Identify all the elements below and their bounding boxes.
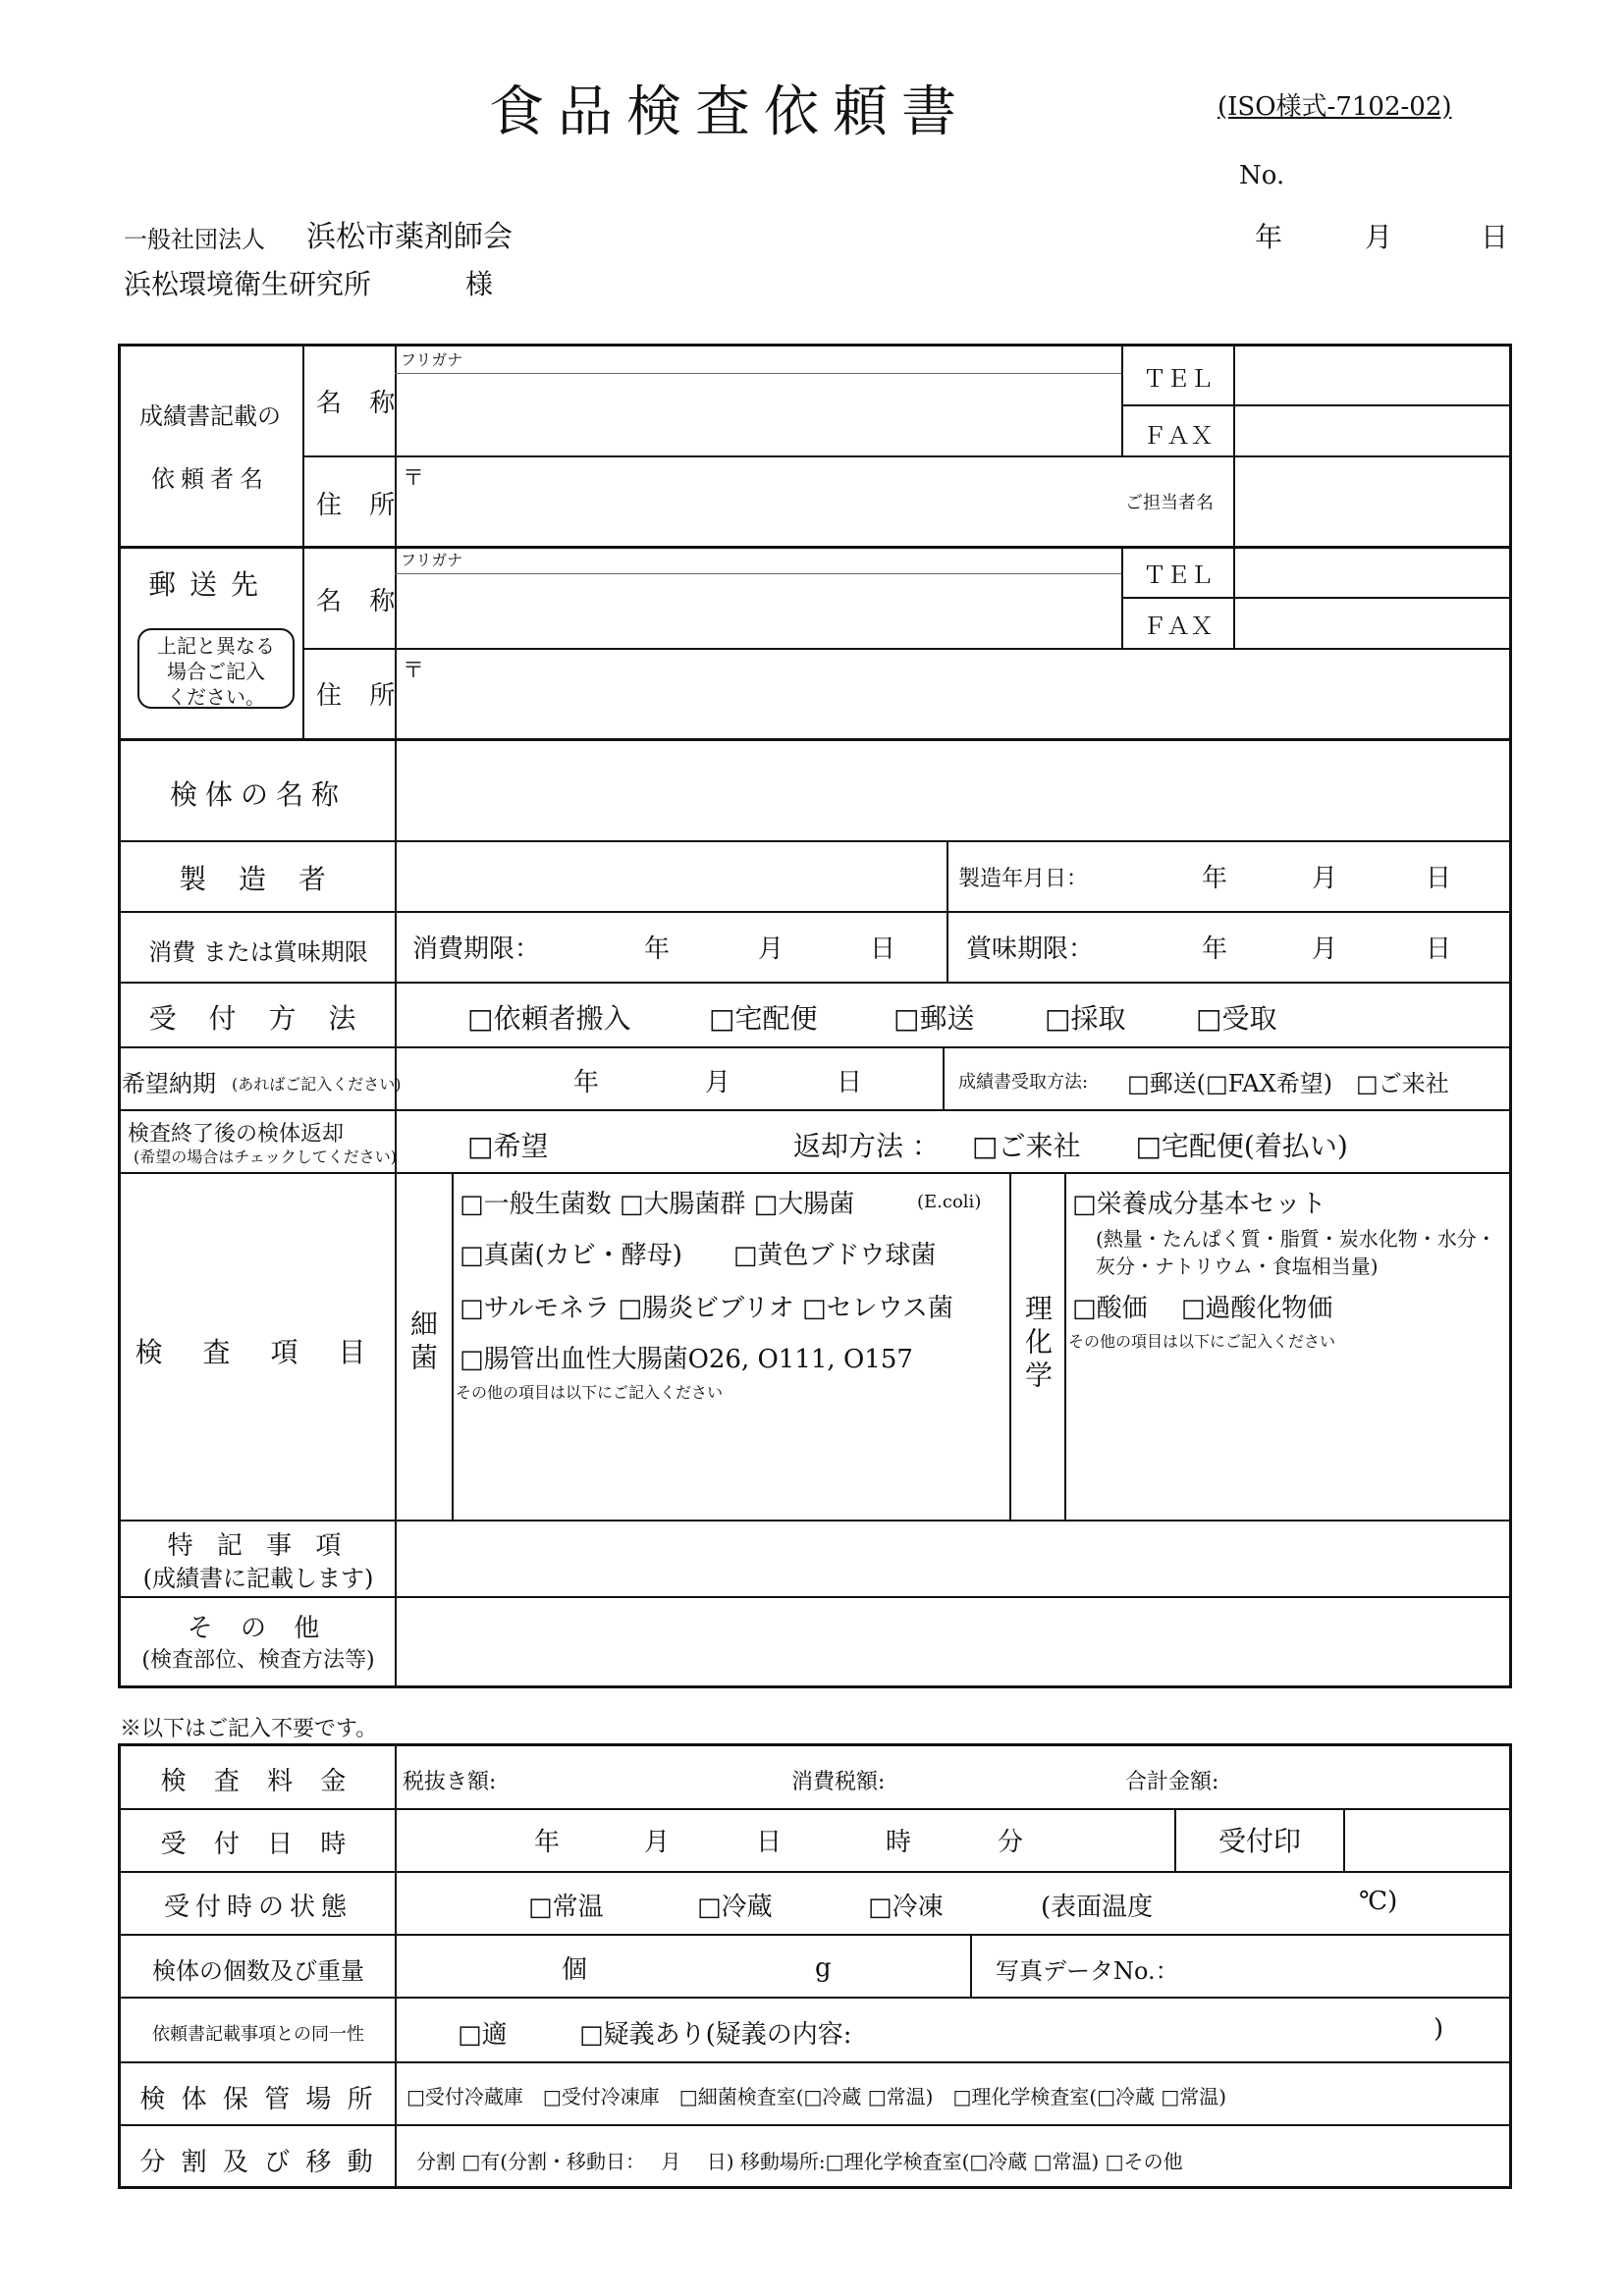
delivery-label: 希望納期: [122, 1070, 216, 1097]
return-method-label: 返却方法 ：: [793, 1130, 940, 1162]
chemistry-other-field[interactable]: [1068, 1353, 1508, 1516]
mailing-section-label: 郵送先: [147, 568, 272, 601]
received-year-label: 年: [534, 1828, 561, 1857]
condition-label: 受付時の状態: [163, 1893, 352, 1922]
requester-furigana-label: フリガナ: [401, 350, 463, 369]
mailing-furigana-label: フリガナ: [401, 551, 463, 569]
mfg-month-label: 月: [1312, 864, 1338, 893]
count-weight-label: 検体の個数及び重量: [152, 1957, 364, 1985]
mailing-postal-mark: 〒: [403, 659, 425, 683]
mailing-note-3: ください。: [167, 685, 265, 709]
count-unit: 個: [562, 1955, 588, 1985]
requester-postal-mark: 〒: [403, 466, 425, 491]
surface-temp-unit: ℃): [1359, 1887, 1398, 1916]
surface-temp-label: (表面温度: [1041, 1893, 1154, 1922]
requester-fax-field[interactable]: [1237, 408, 1508, 454]
report-method-options[interactable]: □郵送(□FAX希望) □ご来社: [1127, 1070, 1449, 1097]
special-notes-field[interactable]: [401, 1523, 1508, 1592]
reception-option-carry-in[interactable]: □依頼者搬入: [467, 1002, 631, 1035]
mailing-name-label: 名 称: [316, 587, 406, 616]
other-sublabel: (検査部位、検査方法等): [141, 1648, 375, 1673]
fee-total-label: 合計金額:: [1125, 1770, 1219, 1794]
weight-unit: g: [815, 1953, 832, 1983]
received-hour-label: 時: [886, 1828, 912, 1857]
special-notes-label: 特 記 事 項: [167, 1531, 350, 1561]
best-before-year-label: 年: [1202, 934, 1228, 964]
bacteria-other-field[interactable]: [456, 1404, 1005, 1516]
maker-field[interactable]: [401, 844, 943, 907]
page-title: 食品検査依頼書: [489, 80, 970, 144]
requester-address-field[interactable]: [401, 459, 1117, 544]
condition-room-temp[interactable]: □常温: [528, 1893, 604, 1922]
received-month-label: 月: [644, 1828, 671, 1857]
chemistry-row-2[interactable]: □酸価 □過酸化物価: [1072, 1294, 1333, 1323]
condition-frozen[interactable]: □冷凍: [868, 1893, 944, 1922]
requester-tel-field[interactable]: [1237, 347, 1508, 402]
chemistry-other-note: その他の項目は以下にご記入ください: [1068, 1332, 1336, 1351]
delivery-year-label: 年: [573, 1068, 600, 1097]
reception-option-courier[interactable]: □宅配便: [709, 1002, 818, 1035]
use-by-year-label: 年: [644, 934, 671, 964]
photo-data-label: 写真データNo.：: [996, 1957, 1179, 1985]
mfg-year-label: 年: [1202, 864, 1228, 893]
honorific: 様: [465, 268, 494, 300]
reception-option-pickup[interactable]: □受取: [1196, 1002, 1277, 1035]
tests-label: 検 査 項 目: [135, 1336, 382, 1368]
requester-contact-label: ご担当者名: [1125, 493, 1214, 513]
sample-name-label: 検体の名称: [169, 778, 347, 811]
identity-ok[interactable]: □適: [458, 2020, 508, 2050]
bacteria-row-3[interactable]: □サルモネラ □腸炎ビブリオ □セレウス菌: [460, 1294, 953, 1323]
special-notes-sublabel: (成績書に記載します): [142, 1565, 374, 1592]
date-year-label: 年: [1255, 221, 1283, 253]
requester-fax-label: ＦＡＸ: [1143, 422, 1214, 450]
reception-method-label: 受 付 方 法: [148, 1002, 368, 1035]
split-label: 分 割 及 び 移 動: [139, 2148, 377, 2177]
ecoli-note: (E.coli): [917, 1192, 982, 1212]
identity-label: 依頼書記載事項との同一性: [152, 2024, 364, 2045]
chemistry-note-2: 灰分・ナトリウム・食塩相当量): [1096, 1255, 1379, 1278]
requester-address-label: 住 所: [316, 491, 406, 520]
mailing-name-field[interactable]: [401, 577, 1117, 644]
org-prefix: 一般社団法人: [124, 226, 265, 253]
other-field[interactable]: [401, 1600, 1508, 1684]
mailing-tel-field[interactable]: [1237, 550, 1508, 595]
best-before-day-label: 日: [1426, 934, 1452, 964]
number-label: No.: [1239, 161, 1285, 190]
mfg-day-label: 日: [1426, 864, 1452, 893]
bacteria-row-1[interactable]: □一般生菌数 □大腸菌群 □大腸菌: [460, 1190, 855, 1219]
best-before-month-label: 月: [1312, 934, 1338, 964]
fee-excl-tax-label: 税抜き額:: [403, 1770, 497, 1794]
chemistry-label: 理化学: [1021, 1294, 1054, 1394]
report-method-label: 成績書受取方法:: [958, 1072, 1089, 1093]
storage-options[interactable]: □受付冷蔵庫 □受付冷凍庫 □細菌検査室(□冷蔵 □常温) □理化学検査室(□冷蔵 □常温): [406, 2085, 1227, 2109]
mailing-tel-label: ＴＥＬ: [1143, 561, 1214, 589]
identity-doubt[interactable]: □疑義あり(疑義の内容:: [579, 2020, 852, 2050]
requester-contact-field[interactable]: [1237, 459, 1508, 544]
storage-label: 検 体 保 管 場 所: [139, 2085, 377, 2114]
best-before-label: 賞味期限：: [966, 934, 1095, 964]
delivery-day-label: 日: [837, 1068, 863, 1097]
mailing-note-2: 場合ご記入: [167, 660, 265, 683]
use-by-month-label: 月: [758, 934, 784, 964]
delivery-month-label: 月: [705, 1068, 731, 1097]
bacteria-row-4[interactable]: □腸管出血性大腸菌O26, O111, O157: [460, 1345, 913, 1374]
lab-name: 浜松環境衛生研究所: [124, 268, 372, 300]
bacteria-row-2[interactable]: □真菌(カビ・酵母) □黄色ブドウ球菌: [460, 1241, 937, 1270]
bacteria-other-note: その他の項目は以下にご記入ください: [456, 1383, 724, 1402]
mailing-fax-field[interactable]: [1237, 601, 1508, 646]
split-options[interactable]: 分割 □有(分割・移動日： 月 日) 移動場所:□理化学検査室(□冷蔵 □常温) □その他: [416, 2150, 1183, 2173]
use-by-label: 消費期限：: [412, 934, 541, 964]
return-label-note: (希望の場合はチェックしてください): [134, 1148, 398, 1166]
other-label: そ の 他: [187, 1614, 330, 1643]
received-minute-label: 分: [998, 1828, 1024, 1857]
identity-close-paren: ): [1434, 2014, 1444, 2044]
bacteria-label: 細菌: [406, 1309, 439, 1376]
fee-tax-label: 消費税額:: [791, 1770, 886, 1794]
org-name: 浜松市薬剤師会: [306, 220, 513, 254]
received-datetime-label: 受 付 日 時: [160, 1830, 356, 1859]
fee-label: 検 査 料 金: [160, 1767, 356, 1796]
requester-name-label: 名 称: [316, 389, 406, 418]
requester-name-field[interactable]: [401, 377, 1117, 452]
return-label: 検査終了後の検体返却: [128, 1122, 345, 1147]
mailing-fax-label: ＦＡＸ: [1143, 613, 1214, 640]
requester-tel-label: ＴＥＬ: [1143, 365, 1214, 393]
mfg-date-label: 製造年月日：: [958, 867, 1089, 891]
condition-refrigerated[interactable]: □冷蔵: [697, 1893, 773, 1922]
sample-name-field[interactable]: [401, 744, 1508, 836]
reception-option-mail[interactable]: □郵送: [893, 1002, 975, 1035]
requester-section-label-2: 依頼者名: [151, 465, 269, 493]
expiry-label: 消費 または賞味期限: [148, 938, 368, 966]
chemistry-row-1[interactable]: □栄養成分基本セット: [1072, 1190, 1326, 1219]
date-day-label: 日: [1481, 221, 1509, 253]
mailing-address-label: 住 所: [316, 681, 406, 711]
mailing-note-1: 上記と異なる: [157, 634, 275, 658]
reception-option-collection[interactable]: □採取: [1045, 1002, 1126, 1035]
internal-use-note: ※以下はご記入不要です。: [120, 1717, 378, 1741]
requester-section-label-1: 成績書記載の: [139, 402, 281, 430]
reception-stamp-label: 受付印: [1217, 1825, 1301, 1857]
use-by-day-label: 日: [870, 934, 896, 964]
chemistry-note-1: (熱量・たんぱく質・脂質・炭水化物・水分・: [1096, 1227, 1496, 1251]
form-code: (ISO様式-7102-02): [1217, 92, 1452, 122]
maker-label: 製 造 者: [179, 863, 338, 895]
delivery-label-note: (あればご記入ください): [232, 1075, 402, 1094]
return-wish-checkbox[interactable]: □希望: [467, 1130, 549, 1162]
received-day-label: 日: [756, 1828, 783, 1857]
return-method-options[interactable]: □ご来社 □宅配便(着払い): [972, 1130, 1348, 1162]
mailing-address-field[interactable]: [401, 652, 1508, 736]
date-month-label: 月: [1365, 221, 1393, 253]
